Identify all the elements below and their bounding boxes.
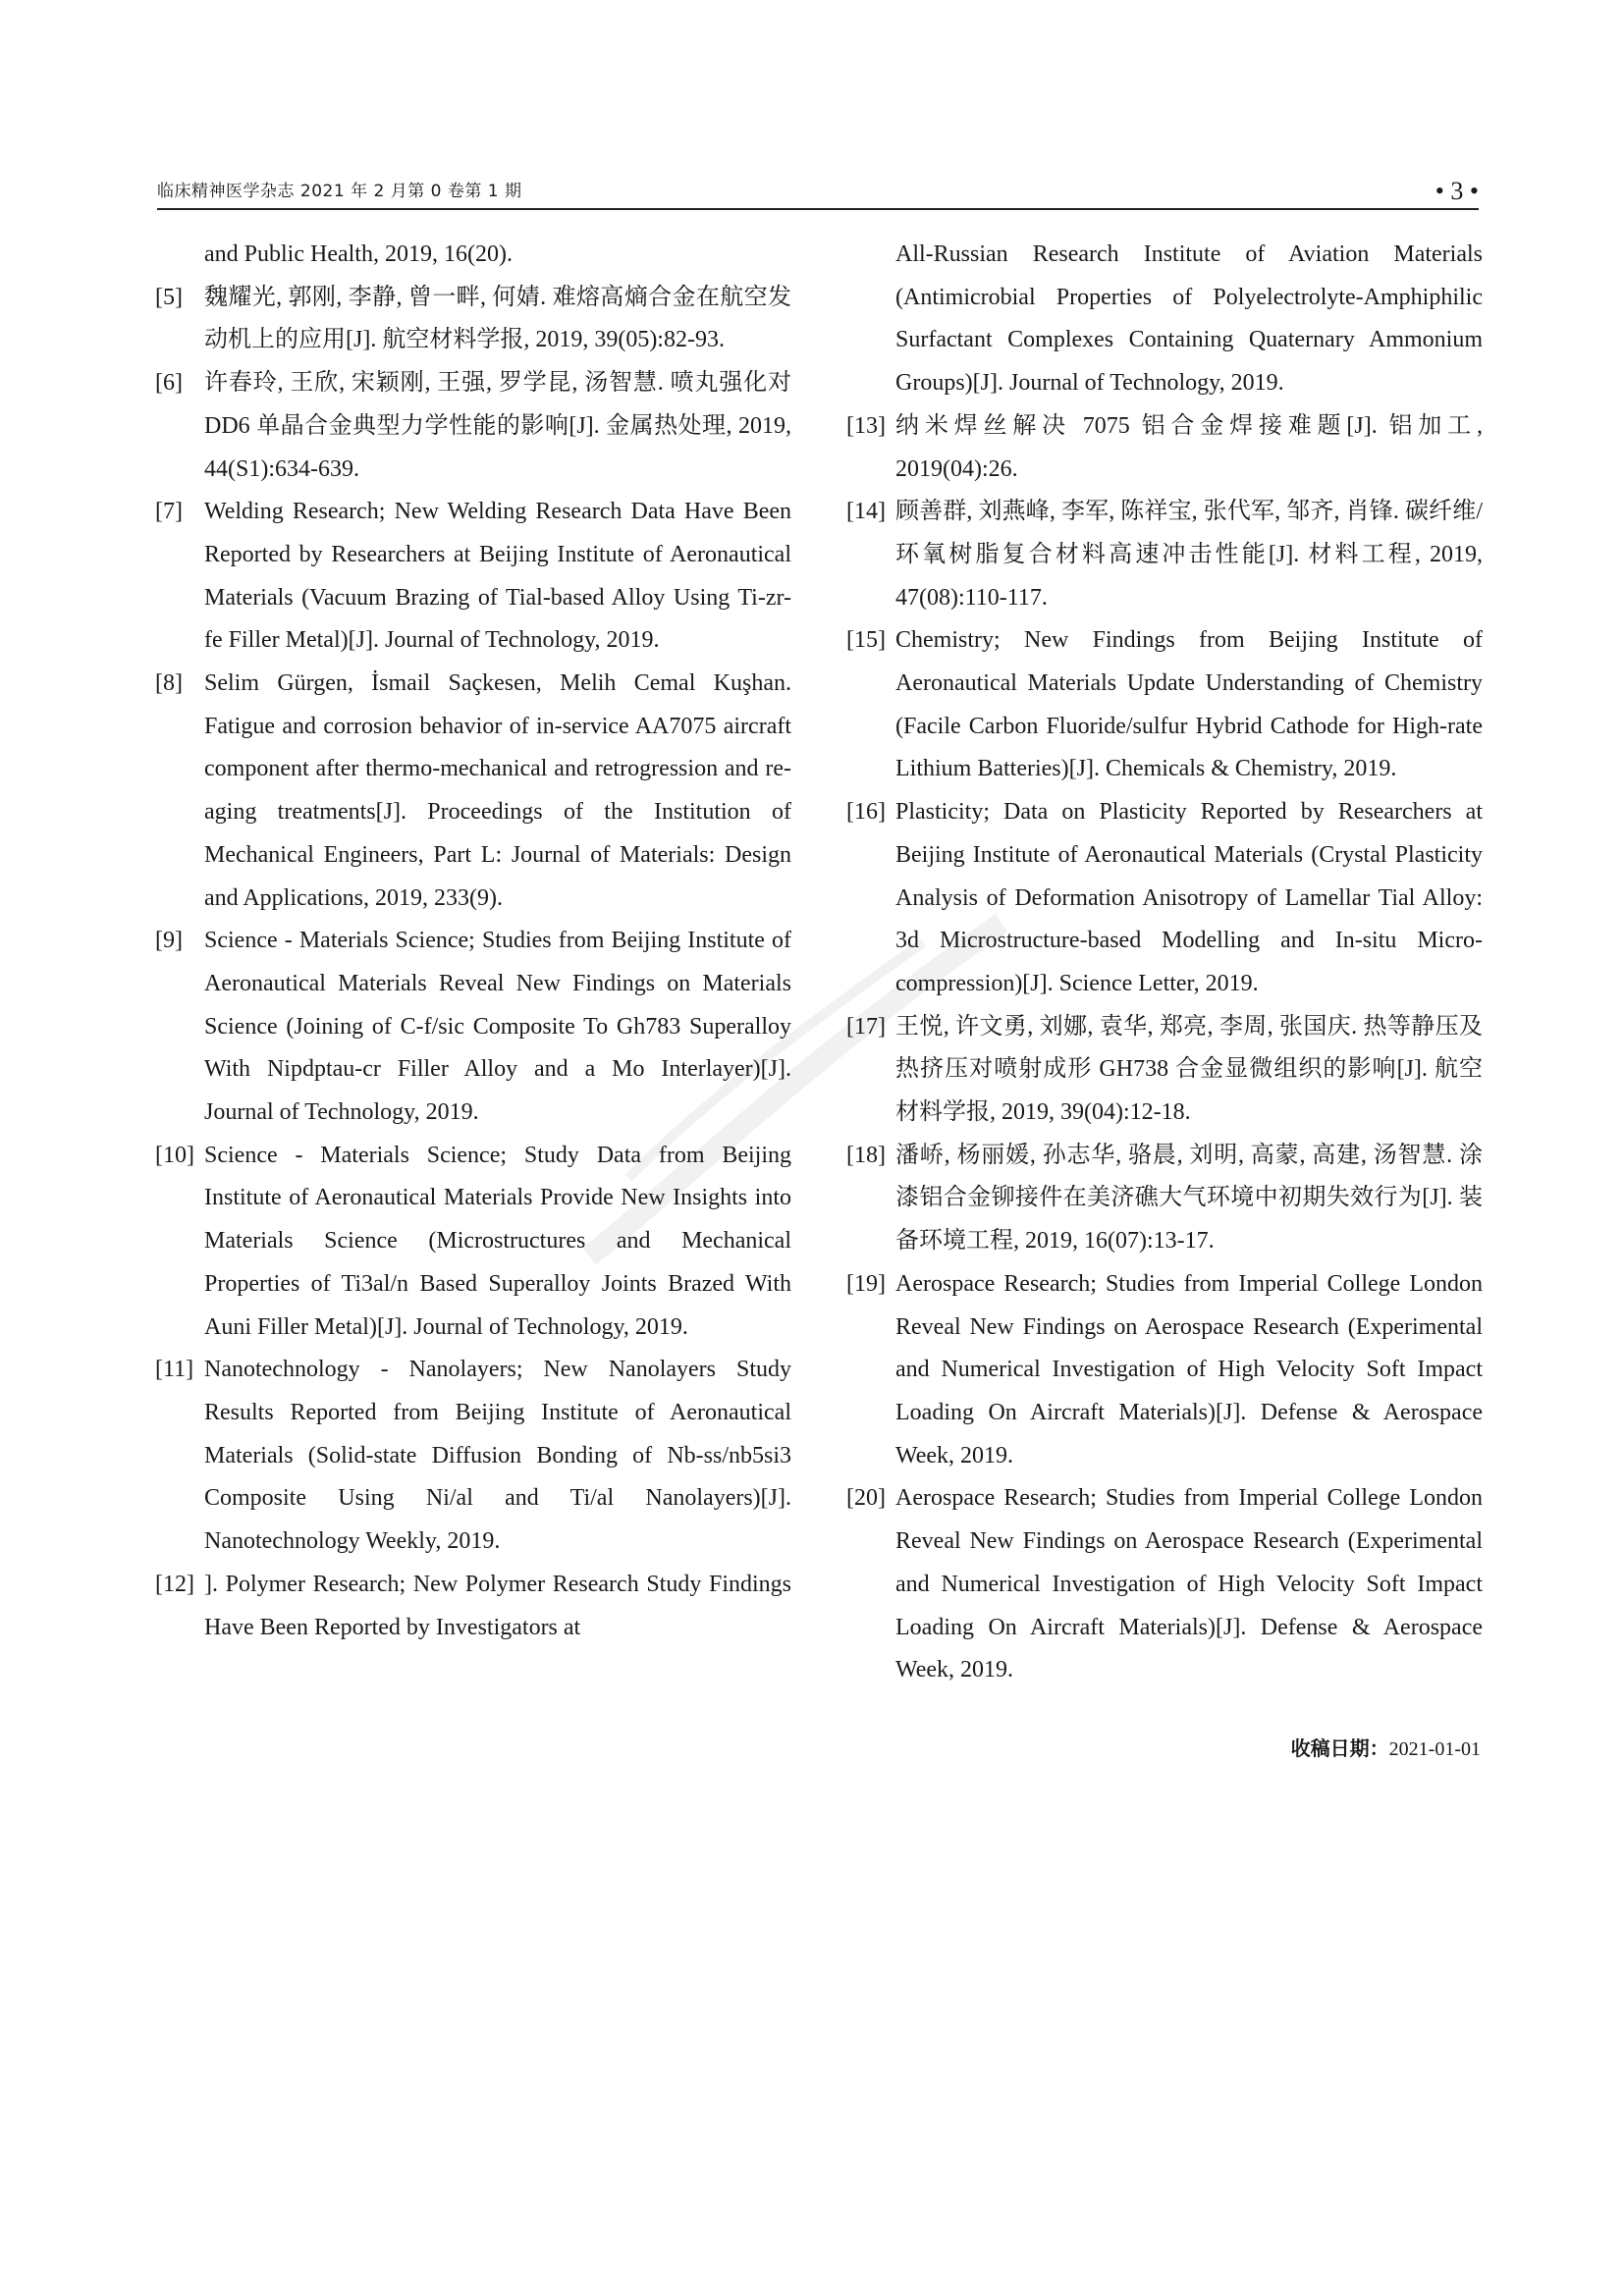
reference-text: All-Russian Research Institute of Aviation Materials (Antimicrobial Properties of Polyelectrolyte-Amphiphilic Surfactant Complexes Containing Quaternary Ammonium Groups)[J]. Journal of Technology, 2019.	[895, 241, 1483, 397]
reference-item	[846, 619, 1483, 791]
reference-item	[155, 663, 791, 920]
reference-item	[155, 1135, 791, 1350]
reference-number: [18]	[846, 1142, 886, 1168]
reference-text: Science - Materials Science; Studies from Beijing Institute of Aeronautical Materials Reveal New Findings on Materials Science (Joining of C-f/sic Composite To Gh783 Superalloy With Nipdptau-cr Filler Alloy and a Mo Interlayer)[J]. Journal of Technology, 2019.	[204, 928, 791, 1126]
reference-item	[155, 1564, 791, 1649]
running-header	[157, 177, 1479, 206]
reference-item	[155, 1349, 791, 1564]
reference-text: ]. Polymer Research; New Polymer Research Study Findings Have Been Reported by Investigators at	[204, 1571, 791, 1640]
reference-number: [11]	[155, 1357, 194, 1383]
reference-text: 潘峤, 杨丽媛, 孙志华, 骆晨, 刘明, 高蒙, 高建, 汤智慧. 涂漆铝合金铆接件在美济礁大气环境中初期失效行为[J]. 装备环境工程, 2019, 16(07):13-17.	[895, 1142, 1483, 1255]
right-column	[846, 234, 1483, 1692]
reference-number: [13]	[846, 412, 886, 439]
reference-text: Chemistry; New Findings from Beijing Institute of Aeronautical Materials Update Understanding of Chemistry (Facile Carbon Fluoride/sulfur Hybrid Cathode for High-rate Lithium Batteries)[J]. Chemicals & Chemistry, 2019.	[895, 627, 1483, 782]
reference-number: [19]	[846, 1270, 886, 1297]
reference-text: Aerospace Research; Studies from Imperial College London Reveal New Findings on Aerospace Research (Experimental and Numerical Investigation of High Velocity Soft Impact Loading On Aircraft Materials)[J]. Defense & Aerospace Week, 2019.	[895, 1270, 1483, 1468]
reference-text: 顾善群, 刘燕峰, 李军, 陈祥宝, 张代军, 邹齐, 肖锋. 碳纤维/环氧树脂复合材料高速冲击性能[J]. 材料工程, 2019, 47(08):110-117.	[895, 499, 1483, 611]
reference-number: [16]	[846, 799, 886, 826]
left-column	[155, 234, 791, 1649]
reference-item	[155, 491, 791, 663]
reference-number: [9]	[155, 928, 183, 954]
reference-text: and Public Health, 2019, 16(20).	[204, 241, 513, 267]
reference-item	[846, 1006, 1483, 1135]
page-number: • 3 •	[1435, 177, 1479, 205]
reference-number: [5]	[155, 284, 183, 310]
reference-text: Science - Materials Science; Study Data from Beijing Institute of Aeronautical Materials Provide New Insights into Materials Science (Microstructures and Mechanical Properties of Ti3al/n Based Superalloy Joints Brazed With Auni Filler Metal)[J]. Journal of Technology, 2019.	[204, 1142, 791, 1340]
reference-number: [17]	[846, 1013, 886, 1040]
reference-number: [10]	[155, 1142, 194, 1168]
reference-number: [20]	[846, 1485, 886, 1512]
received-date	[1291, 1734, 1481, 1764]
header-divider	[157, 208, 1479, 210]
reference-number: [14]	[846, 499, 886, 525]
reference-item	[155, 920, 791, 1135]
reference-item	[846, 1477, 1483, 1692]
reference-text: Welding Research; New Welding Research Data Have Been Reported by Researchers at Beijing Institute of Aeronautical Materials (Vacuum Brazing of Tial-based Alloy Using Ti-zr-fe Filler Metal)[J]. Journal of Technology, 2019.	[204, 499, 791, 654]
reference-number: [12]	[155, 1571, 194, 1597]
received-date-value: 2021-01-01	[1388, 1738, 1481, 1760]
reference-item	[846, 791, 1483, 1006]
reference-text: 纳米焊丝解决 7075 铝合金焊接难题[J]. 铝加工, 2019(04):26.	[895, 412, 1483, 482]
reference-item	[846, 1263, 1483, 1478]
reference-text: 王悦, 许文勇, 刘娜, 袁华, 郑亮, 李周, 张国庆. 热等静压及热挤压对喷射成形 GH738 合金显微组织的影响[J]. 航空材料学报, 2019, 39(04):12-18.	[895, 1013, 1483, 1126]
reference-item	[155, 277, 791, 362]
journal-header-title: 临床精神医学杂志 2021 年 2 月第 0 卷第 1 期	[157, 182, 522, 201]
reference-item	[155, 234, 791, 277]
reference-number: [6]	[155, 370, 183, 397]
reference-number: [7]	[155, 499, 183, 525]
reference-number: [15]	[846, 627, 886, 654]
reference-text: 魏耀光, 郭刚, 李静, 曾一畔, 何婧. 难熔高熵合金在航空发动机上的应用[J]. 航空材料学报, 2019, 39(05):82-93.	[204, 284, 791, 353]
reference-text: Selim Gürgen, İsmail Saçkesen, Melih Cemal Kuşhan. Fatigue and corrosion behavior of in-service AA7075 aircraft component after thermo-mechanical and retrogression and re-aging treatments[J]. Proceedings of the Institution of Mechanical Engineers, Part L: Journal of Materials: Design and Applications, 2019, 233(9).	[204, 670, 791, 911]
reference-item	[846, 405, 1483, 491]
reference-text: Nanotechnology - Nanolayers; New Nanolayers Study Results Reported from Beijing Institute of Aeronautical Materials (Solid-state Diffusion Bonding of Nb-ss/nb5si3 Composite Using Ni/al and Ti/al Nanolayers)[J]. Nanotechnology Weekly, 2019.	[204, 1357, 791, 1555]
reference-text: 许春玲, 王欣, 宋颖刚, 王强, 罗学昆, 汤智慧. 喷丸强化对 DD6 单晶合金典型力学性能的影响[J]. 金属热处理, 2019, 44(S1):634-639.	[204, 370, 791, 482]
received-date-label: 收稿日期：	[1290, 1736, 1389, 1760]
reference-item	[846, 234, 1483, 405]
reference-number: [8]	[155, 670, 183, 697]
reference-item	[155, 362, 791, 491]
reference-text: Plasticity; Data on Plasticity Reported by Researchers at Beijing Institute of Aeronautical Materials (Crystal Plasticity Analysis of Deformation Anisotropy of Lamellar Tial Alloy: 3d Microstructure-based Modelling and In-situ Micro-compression)[J]. Science Letter, 2019.	[895, 799, 1483, 996]
reference-text: Aerospace Research; Studies from Imperial College London Reveal New Findings on Aerospace Research (Experimental and Numerical Investigation of High Velocity Soft Impact Loading On Aircraft Materials)[J]. Defense & Aerospace Week, 2019.	[895, 1485, 1483, 1683]
reference-item	[846, 1135, 1483, 1263]
reference-item	[846, 491, 1483, 619]
